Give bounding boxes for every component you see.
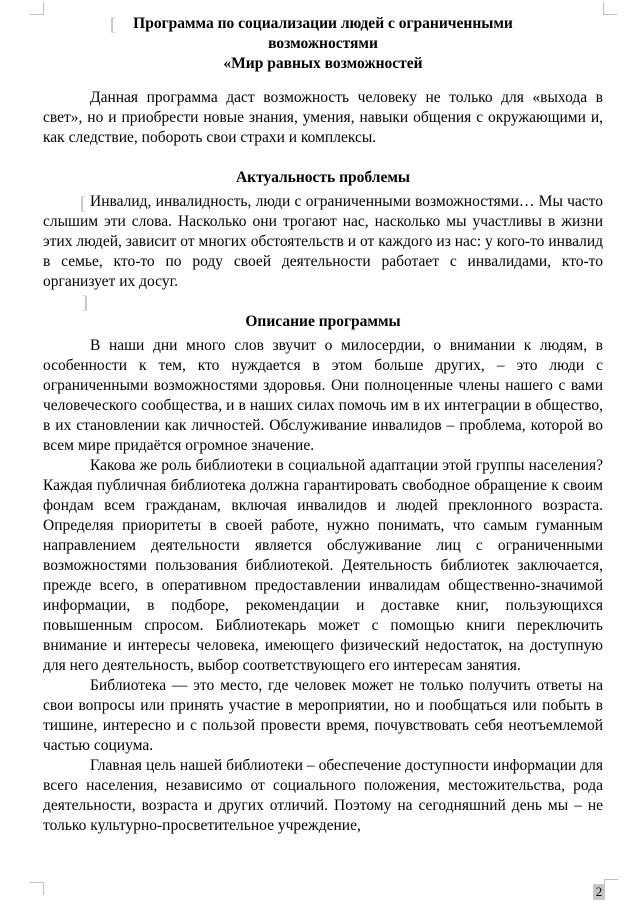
description-paragraph-2: Какова же роль библиотеки в социальной адаптации этой группы населения? Каждая публичная библиотека должна гарантировать свободное обращение к своим фондам всем гражданам, включая инвалидов и людей преклонного возраста. Определяя приоритеты в своей работе, нужно понимать, что самым гуманным направлением деятельности является обслуживание лиц с ограниченными возможностями пользования библиотекой. Деятельность библиотек заключается, прежде всего, в оперативном предоставлении инвалидам общественно-значимой информации, в подборе, рекомендации и доставке книг, пользующихся повышенным спросом. Библиотекарь может с помощью книги переключить внимание и интересы человека, имеющего физический недостаток, на доступную для него деятельность, выбор соответствующего его интересам занятия. [43,457,603,674]
document-body [43,14,603,836]
text-boundary-mark-bottom-left [30,882,44,895]
text-boundary-mark-top-right [603,2,617,15]
bookmark-open-bracket-paragraph: [ [80,193,86,213]
document-title [43,14,603,74]
page-number-field: 2 [593,884,605,900]
document-title-line-3: «Мир равных возможностей [223,55,423,72]
intro-paragraph: Данная программа даст возможность человеку не только для «выхода в свет», но и приобрести новые знания, умения, навыки общения с окружающими и, как следствие, побороть свои страхи и комплексы. [43,89,603,146]
section-heading-description: Описание программы [245,313,401,330]
relevance-paragraph: Инвалид, инвалидность, люди с ограниченными возможностями… Мы часто слышим эти слова. Насколько они трогают нас, насколько мы участливы в жизни этих людей, зависит от многих обстоятельств и от каждого из нас: у кого-то инвалид в семье, кто-то по роду своей деятельности работает с инвалидами, кто-то организует их досуг. [43,193,603,290]
bookmark-open-bracket-title: [ [110,14,116,34]
text-boundary-mark-top-left [30,2,44,15]
document-title-line-1: Программа по социализации людей с ограниченными [133,15,513,32]
text-boundary-mark-bottom-right [604,879,618,892]
section-heading-relevance: Актуальность проблемы [235,169,410,186]
description-paragraph-3: Библиотека — это место, где человек может не только получить ответы на свои вопросы или принять участие в мероприятии, но и пообщаться или побыть в тишине, интересно и с пользой провести время, почувствовать себя неотъемлемой частью социума. [43,677,603,754]
bookmark-close-bracket-paragraph: ] [82,292,88,312]
description-paragraph-1: В наши дни много слов звучит о милосердии, о внимании к людям, в особенности к тем, кто нуждается в этом больше других, – это люди с ограниченными возможностями здоровья. Они полноценные члены нашего с вами человеческого сообщества, и в наших силах помочь им в их интеграции в общество, в их становлении как личностей. Обслуживание инвалидов – проблема, которой во всем мире придаётся огромное значение. [43,337,603,454]
description-paragraph-4: Главная цель нашей библиотеки – обеспечение доступности информации для всего населения, независимо от социального положения, местожительства, рода деятельности, возраста и других отличий. Поэтому на сегодняшний день мы – не только культурно-просветительное учреждение, [43,757,603,834]
document-title-line-2: возможностями [268,35,378,52]
